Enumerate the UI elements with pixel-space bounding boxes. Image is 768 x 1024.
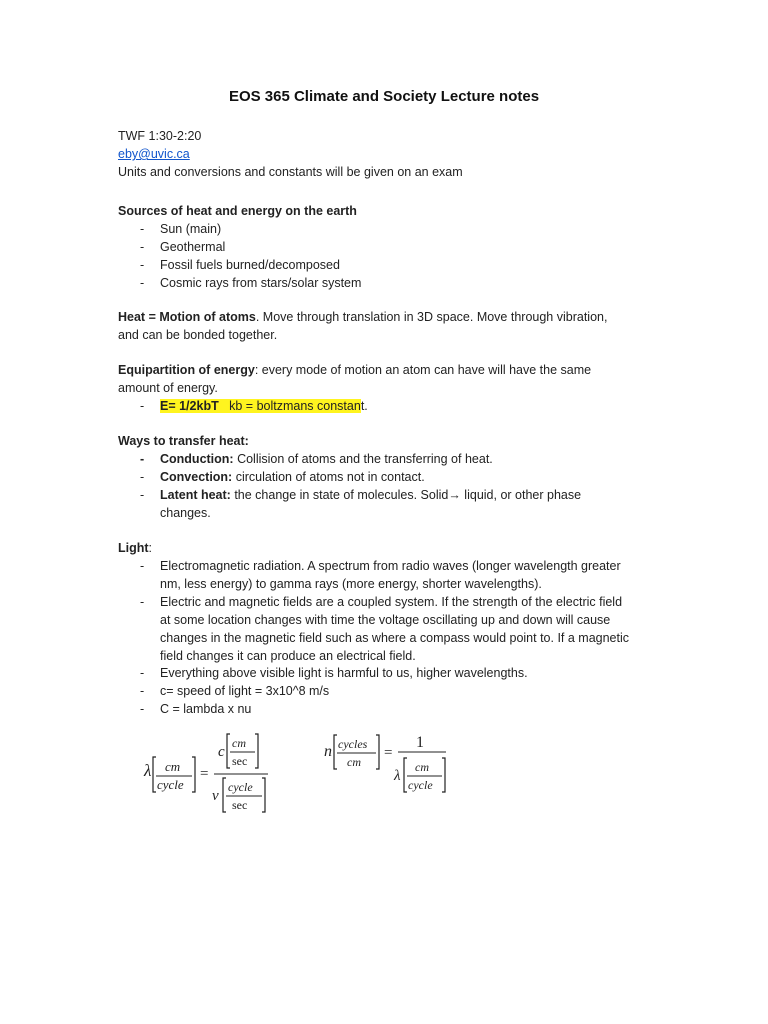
list-bullet: - xyxy=(140,666,145,680)
list-bullet: - xyxy=(140,559,145,573)
wavelength-equation xyxy=(140,728,290,818)
list-item: Fossil fuels burned/decomposed xyxy=(160,258,340,272)
lambda-numerator: cm xyxy=(415,760,429,774)
list-item: Electromagnetic radiation. A spectrum from radio waves (longer wavelength greater xyxy=(160,559,621,573)
c-symbol: c xyxy=(218,744,225,760)
list-item: Cosmic rays from stars/solar system xyxy=(160,276,362,290)
energy-formula xyxy=(160,397,368,415)
transfer-term: Convection: xyxy=(160,470,233,484)
list-item-continued: nm, less energy) to gamma rays (more energy, shorter wavelengths). xyxy=(160,577,542,591)
equipartition-term: Equipartition of energy xyxy=(118,363,255,377)
equals-sign: = xyxy=(200,766,209,782)
list-bullet: - xyxy=(140,488,145,502)
list-item-continued: changes. xyxy=(160,506,211,520)
bracket-right xyxy=(442,758,445,792)
list-item-continued: changes in the magnetic field such as where a compass would point to. If a magnetic xyxy=(160,631,630,645)
lambda-symbol: λ xyxy=(394,768,401,784)
nu-numerator: cycle xyxy=(228,780,253,794)
list-bullet: - xyxy=(140,399,145,413)
list-item: Electric and magnetic fields are a coupled system. If the strength of the electric field xyxy=(160,595,623,609)
list-bullet: - xyxy=(140,258,145,272)
list-bullet: - xyxy=(140,276,145,290)
list-item-continued: field changes it can produce an electrical field. xyxy=(160,649,416,663)
equipartition-line1 xyxy=(118,361,591,379)
list-bullet: - xyxy=(140,470,145,484)
bracket-right xyxy=(255,734,258,768)
bracket-left xyxy=(227,734,230,768)
lhs-numerator: cm xyxy=(165,759,181,774)
n-denominator: cm xyxy=(347,755,361,769)
list-item: Geothermal xyxy=(160,240,226,254)
heat-paragraph-line1 xyxy=(118,308,607,326)
lhs-denominator: cycle xyxy=(157,777,184,792)
formula-tail: t. xyxy=(360,399,368,413)
heat-term: Heat = Motion of atoms xyxy=(118,310,256,324)
list-item xyxy=(160,486,581,504)
heat-text: . Move through translation in 3D space. Move through vibration, xyxy=(255,310,608,324)
list-bullet: - xyxy=(140,240,145,254)
bracket-left xyxy=(334,735,337,769)
bracket-left xyxy=(153,757,156,792)
list-item: Sun (main) xyxy=(160,222,222,236)
nu-denominator: sec xyxy=(232,798,248,812)
bracket-right xyxy=(192,757,195,792)
formula-note: kb = boltzmans constan xyxy=(218,399,361,413)
c-denominator: sec xyxy=(232,754,248,768)
list-item: Everything above visible light is harmful to us, higher wavelengths. xyxy=(160,666,528,680)
equipartition-text: : every mode of motion an atom can have will have the same xyxy=(254,363,592,377)
lambda-symbol: λ xyxy=(144,761,152,780)
bracket-left xyxy=(223,778,226,812)
light-colon: : xyxy=(148,541,153,555)
formula-term: E= 1/2kbT xyxy=(160,399,219,413)
list-item: C = lambda x nu xyxy=(160,702,252,716)
list-bullet: - xyxy=(140,595,145,609)
equals-sign: = xyxy=(384,745,393,761)
page-title: EOS 365 Climate and Society Lecture notes xyxy=(228,88,540,105)
light-heading xyxy=(118,539,152,557)
equipartition-line2: amount of energy. xyxy=(118,381,218,395)
nu-symbol: ν xyxy=(212,788,219,804)
n-numerator: cycles xyxy=(338,737,368,751)
list-item-continued: at some location changes with time the voltage oscillating up and down will cause xyxy=(160,613,611,627)
transfer-text: the change in state of molecules. Solid→ liquid, or other phase xyxy=(230,488,582,502)
transfer-term: Latent heat: xyxy=(160,488,231,502)
transfer-heading: Ways to transfer heat: xyxy=(118,434,249,448)
bracket-left xyxy=(404,758,407,792)
schedule-text: TWF 1:30-2:20 xyxy=(118,129,202,143)
transfer-text: Collision of atoms and the transferring of heat. xyxy=(233,452,493,466)
list-item: c= speed of light = 3x10^8 m/s xyxy=(160,684,330,698)
list-item xyxy=(160,450,493,468)
transfer-text: circulation of atoms not in contact. xyxy=(232,470,425,484)
wavenumber-equation xyxy=(320,728,460,803)
bracket-right xyxy=(376,735,379,769)
exam-note: Units and conversions and constants will be given on an exam xyxy=(118,165,463,179)
heat-paragraph-line2: and can be bonded together. xyxy=(118,328,278,342)
lambda-denominator: cycle xyxy=(408,778,433,792)
list-item xyxy=(160,468,425,486)
email-link[interactable]: eby@uvic.ca xyxy=(118,147,190,161)
list-bullet: - xyxy=(140,684,145,698)
light-term: Light xyxy=(118,541,149,555)
sources-heading: Sources of heat and energy on the earth xyxy=(118,204,357,218)
list-bullet: - xyxy=(140,452,145,466)
one-numerator: 1 xyxy=(416,734,424,751)
c-numerator: cm xyxy=(232,736,246,750)
list-bullet: - xyxy=(140,702,145,716)
n-symbol: n xyxy=(324,743,332,760)
list-bullet: - xyxy=(140,222,145,236)
bracket-right xyxy=(262,778,265,812)
transfer-term: Conduction: xyxy=(160,452,234,466)
